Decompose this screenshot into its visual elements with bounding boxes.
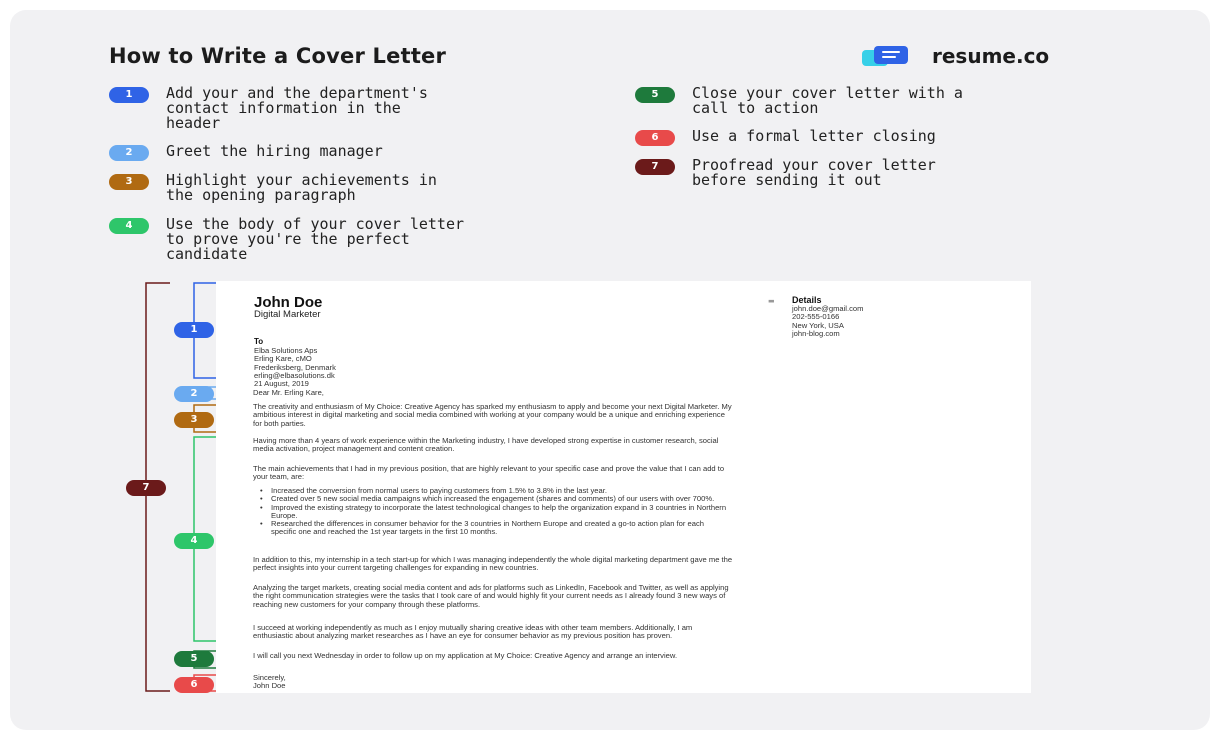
letter-signature: John Doe bbox=[253, 681, 286, 690]
step-number-badge: 6 bbox=[635, 130, 675, 146]
letter-body-paragraph: Having more than 4 years of work experience within the Marketing industry, I have developed strong expertise in customer research, social media activation, project management and content creation. bbox=[253, 436, 719, 454]
brand-name: resume.co bbox=[932, 44, 1050, 68]
letter-name: John Doe bbox=[254, 294, 323, 311]
letter-greeting: Dear Mr. Erling Kare, bbox=[253, 388, 324, 397]
step-4 bbox=[109, 217, 464, 262]
step-number-badge: 7 bbox=[635, 159, 675, 175]
letter-body-paragraph: I succeed at working independently as much as I enjoy mutually sharing creative ideas with other team members. Additionally, I am enthusiastic about analyzing market researches as I have an eye for consumer behavior as my previous position has proven. bbox=[253, 623, 693, 641]
step-5 bbox=[635, 86, 963, 116]
step-1 bbox=[109, 86, 428, 131]
details-line: john-blog.com bbox=[792, 328, 840, 338]
recipient-line: 21 August, 2019 bbox=[254, 379, 309, 389]
details-heading: Details bbox=[792, 295, 822, 305]
letter-call-to-action: I will call you next Wednesday in order to follow up on my application at My Choice: Creative Agency and arrange an interview. bbox=[253, 651, 678, 660]
details-line: New York, USA bbox=[792, 320, 844, 330]
letter-opening-paragraph: The creativity and enthusiasm of My Choice: Creative Agency has sparked my enthusiasm to apply and become your next Digital Marketer. My ambitious interest in digital marketing and social media combined with working at your company would be a unique and enriching experience for both parties. bbox=[253, 402, 732, 428]
letter-body-paragraph: In addition to this, my internship in a tech start-up for which I was managing independently the whole digital marketing department gave me the perfect insights into your current targeting challenges for expanding in new countries. bbox=[253, 555, 733, 573]
brand bbox=[862, 44, 1049, 68]
achievements-list bbox=[260, 487, 730, 537]
step-3 bbox=[109, 173, 437, 203]
marker-badge-1: 1 bbox=[174, 322, 214, 338]
step-number-badge: 2 bbox=[109, 145, 149, 161]
step-text: Highlight your achievements in the opening paragraph bbox=[166, 171, 437, 204]
marker-badge-2: 2 bbox=[174, 386, 214, 402]
page-title: How to Write a Cover Letter bbox=[109, 44, 447, 68]
marker-badge-4: 4 bbox=[174, 533, 214, 549]
step-text: Use the body of your cover letter to prove you're the perfect candidate bbox=[166, 215, 465, 263]
step-text: Add your and the department's contact information in the header bbox=[166, 84, 428, 132]
step-text: Greet the hiring manager bbox=[166, 142, 383, 160]
letter-body-paragraph: The main achievements that I had in my previous position, that are highly relevant to your specific case and prove the value that I can add to your team, are: bbox=[253, 464, 725, 482]
step-number-badge: 4 bbox=[109, 218, 149, 234]
marker-badge-6: 6 bbox=[174, 677, 214, 693]
recipient-block bbox=[254, 347, 336, 388]
marker-badge-3: 3 bbox=[174, 412, 214, 428]
step-text: Use a formal letter closing bbox=[692, 127, 936, 145]
list-item: • Researched the differences in consumer behavior for the 3 countries in Northern Europe and created a go-to action plan for each specific one and reached the 1st year targets in the first 10 months. bbox=[260, 520, 730, 537]
marker-badge-5: 5 bbox=[174, 651, 214, 667]
step-number-badge: 5 bbox=[635, 87, 675, 103]
recipient-line: Elba Solutions Aps bbox=[254, 346, 318, 355]
step-text: Close your cover letter with a call to action bbox=[692, 84, 963, 117]
letter-to-heading: To bbox=[254, 337, 264, 346]
details-block bbox=[792, 305, 863, 338]
details-line: john.doe@gmail.com bbox=[792, 304, 864, 313]
letter-body-paragraph: Analyzing the target markets, creating social media content and ads for platforms such as LinkedIn, Facebook and Twitter, as well as applying the right communication strategies were the tasks that I took care of and would highly fit your current needs as I already found 3 new ways of reaching new customers for your company through these platforms. bbox=[253, 583, 729, 609]
step-number-badge: 3 bbox=[109, 174, 149, 190]
step-6 bbox=[635, 129, 936, 146]
list-item: • Improved the existing strategy to incorporate the latest technological changes to help the organization expand in 3 countries in Northern Europe. bbox=[260, 504, 730, 521]
list-item: • Created over 5 new social media campaigns which increased the engagement (shares and comments) of our users with over 700%. bbox=[260, 495, 730, 503]
marker-badge-7: 7 bbox=[126, 480, 166, 496]
step-text: Proofread your cover letter before sending it out bbox=[692, 156, 936, 189]
details-line: 202-555-0166 bbox=[792, 312, 840, 322]
list-item: • Increased the conversion from normal users to paying customers from 1.5% to 3.8% in the last year. bbox=[260, 487, 730, 495]
step-7 bbox=[635, 158, 936, 188]
step-number-badge: 1 bbox=[109, 87, 149, 103]
letter-role: Digital Marketer bbox=[254, 309, 321, 320]
letter-sign-off: Sincerely, bbox=[253, 673, 286, 682]
resume-logo-icon bbox=[862, 44, 910, 68]
recipient-line: erling@elbasolutions.dk bbox=[254, 370, 335, 380]
recipient-line: Erling Kare, cMO bbox=[254, 354, 312, 364]
details-icon: ▬ bbox=[768, 297, 775, 305]
step-2 bbox=[109, 144, 383, 161]
recipient-line: Frederiksberg, Denmark bbox=[254, 362, 336, 372]
